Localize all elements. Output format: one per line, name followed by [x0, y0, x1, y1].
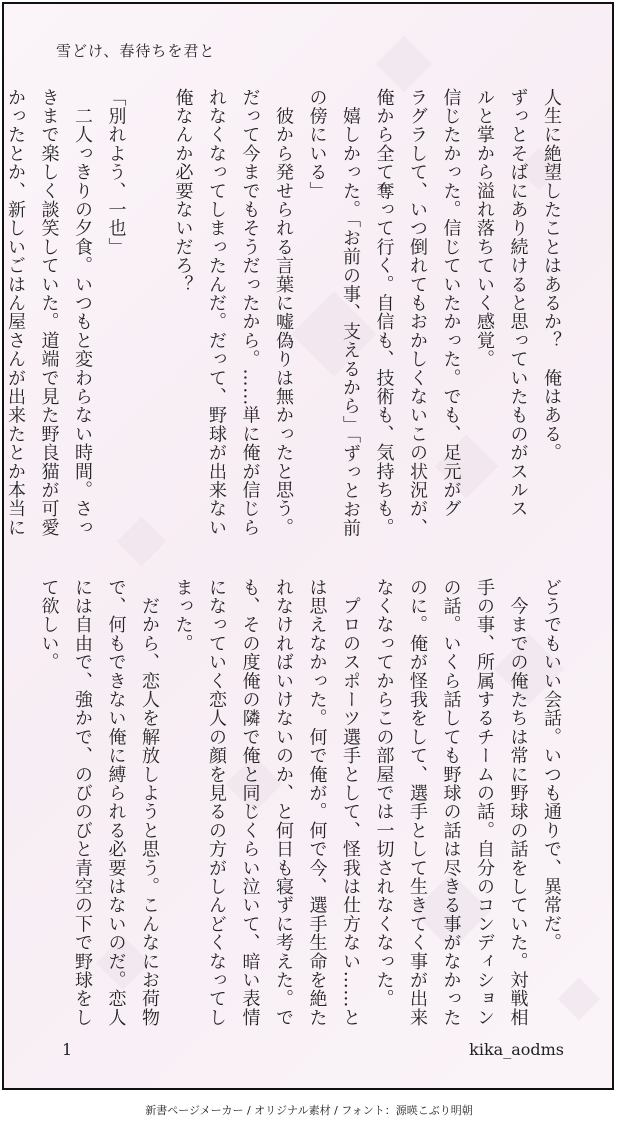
- background-decoration: [376, 36, 433, 93]
- text-line: ルと掌から溢れ落ちていく感覚。: [474, 88, 495, 369]
- text-line: 「別れよう、一也」: [105, 88, 127, 257]
- text-line: [133, 88, 167, 558]
- page-number: 1: [62, 1040, 73, 1059]
- text-line: まった。: [172, 578, 194, 653]
- text-line: 俺なんか必要ないだろ？: [172, 88, 194, 294]
- book-page: [2, 2, 614, 1090]
- text-line: 今までの俺たちは常に野球の話をしていた。対戦相: [507, 578, 529, 1027]
- text-line: ずっとそばにあり続けると思っていたものがスルス: [507, 88, 529, 519]
- text-line: なくなってからこの部屋では一切されなくなった。: [373, 578, 395, 1009]
- text-line: になっていく恋人の顔を見るの方がしんどくなってし: [206, 578, 227, 1027]
- text-line: きまで楽しく談笑していた。道端で見た野良猫が可愛: [38, 88, 60, 537]
- text-line: で、何もできない俺に縛られる必要はないのだ。恋人: [105, 578, 127, 1027]
- text-line: 信じたかった。信じていたかった。でも、足元がグ: [440, 88, 462, 519]
- text-line: 人生に絶望したことはあるか？ 俺はある。: [541, 88, 562, 462]
- text-line: 彼から発せられる言葉に嘘偽りは無かったと思う。: [273, 88, 294, 537]
- text-line: 二人っきりの夕食。いつもと変わらない時間。さっ: [72, 88, 93, 537]
- text-line: 手の事、所属するチームの話。自分のコンディション: [474, 578, 495, 1027]
- text-line: の傍にいる」: [306, 88, 328, 201]
- text-line: には自由で、強かで、のびのびと青空の下で野球をし: [72, 578, 93, 1027]
- text-line: れなくなってしまったんだ。だって、野球が出来ない: [206, 88, 227, 537]
- author-id: kika_aodms: [469, 1040, 564, 1059]
- text-line: プロのスポーツ選手として、怪我は仕方ない……と: [340, 578, 361, 1027]
- text-line: て欲しい。: [38, 578, 60, 672]
- text-line: のに。俺が怪我をして、選手として生きてく事が出来: [407, 578, 428, 1027]
- text-line: [2, 578, 32, 1048]
- credit-footer: 新書ページメーカー / オリジナル素材 / フォント：源暎こぶり明朝: [145, 1104, 473, 1117]
- text-line: の話。いくら話しても野球の話は尽きる事がなかった: [440, 578, 462, 1027]
- body-text-lower: [2, 578, 568, 1048]
- text-line: は思えなかった。何で俺が。何で今、選手生命を絶た: [306, 578, 328, 1027]
- text-line: れなければいけないのか、と何日も寝ずに考えた。で: [273, 578, 294, 1027]
- text-line: ラグラして、いつ倒れてもおかしくないこの状況が、: [407, 88, 428, 537]
- text-line: 嬉しかった。「お前の事、支えるから」「ずっとお前: [340, 88, 361, 538]
- text-line: 俺から全て奪って行く。自信も、技術も、気持ちも。: [373, 88, 395, 537]
- text-line: だから、恋人を解放しようと思う。こんなにお荷物: [139, 578, 160, 1027]
- text-line: も、その度俺の隣で俺と同じくらい泣いて、暗い表情: [239, 578, 261, 1027]
- text-line: だって今までもそうだったから。……単に俺が信じら: [239, 88, 261, 537]
- text-line: かったとか、新しいごはん屋さんが出来たとか本当に: [5, 88, 26, 537]
- body-text-upper: [2, 88, 568, 558]
- book-title: 雪どけ、春待ちを君と: [56, 42, 216, 60]
- text-line: どうでもいい会話。いつも通りで、異常だ。: [541, 578, 562, 952]
